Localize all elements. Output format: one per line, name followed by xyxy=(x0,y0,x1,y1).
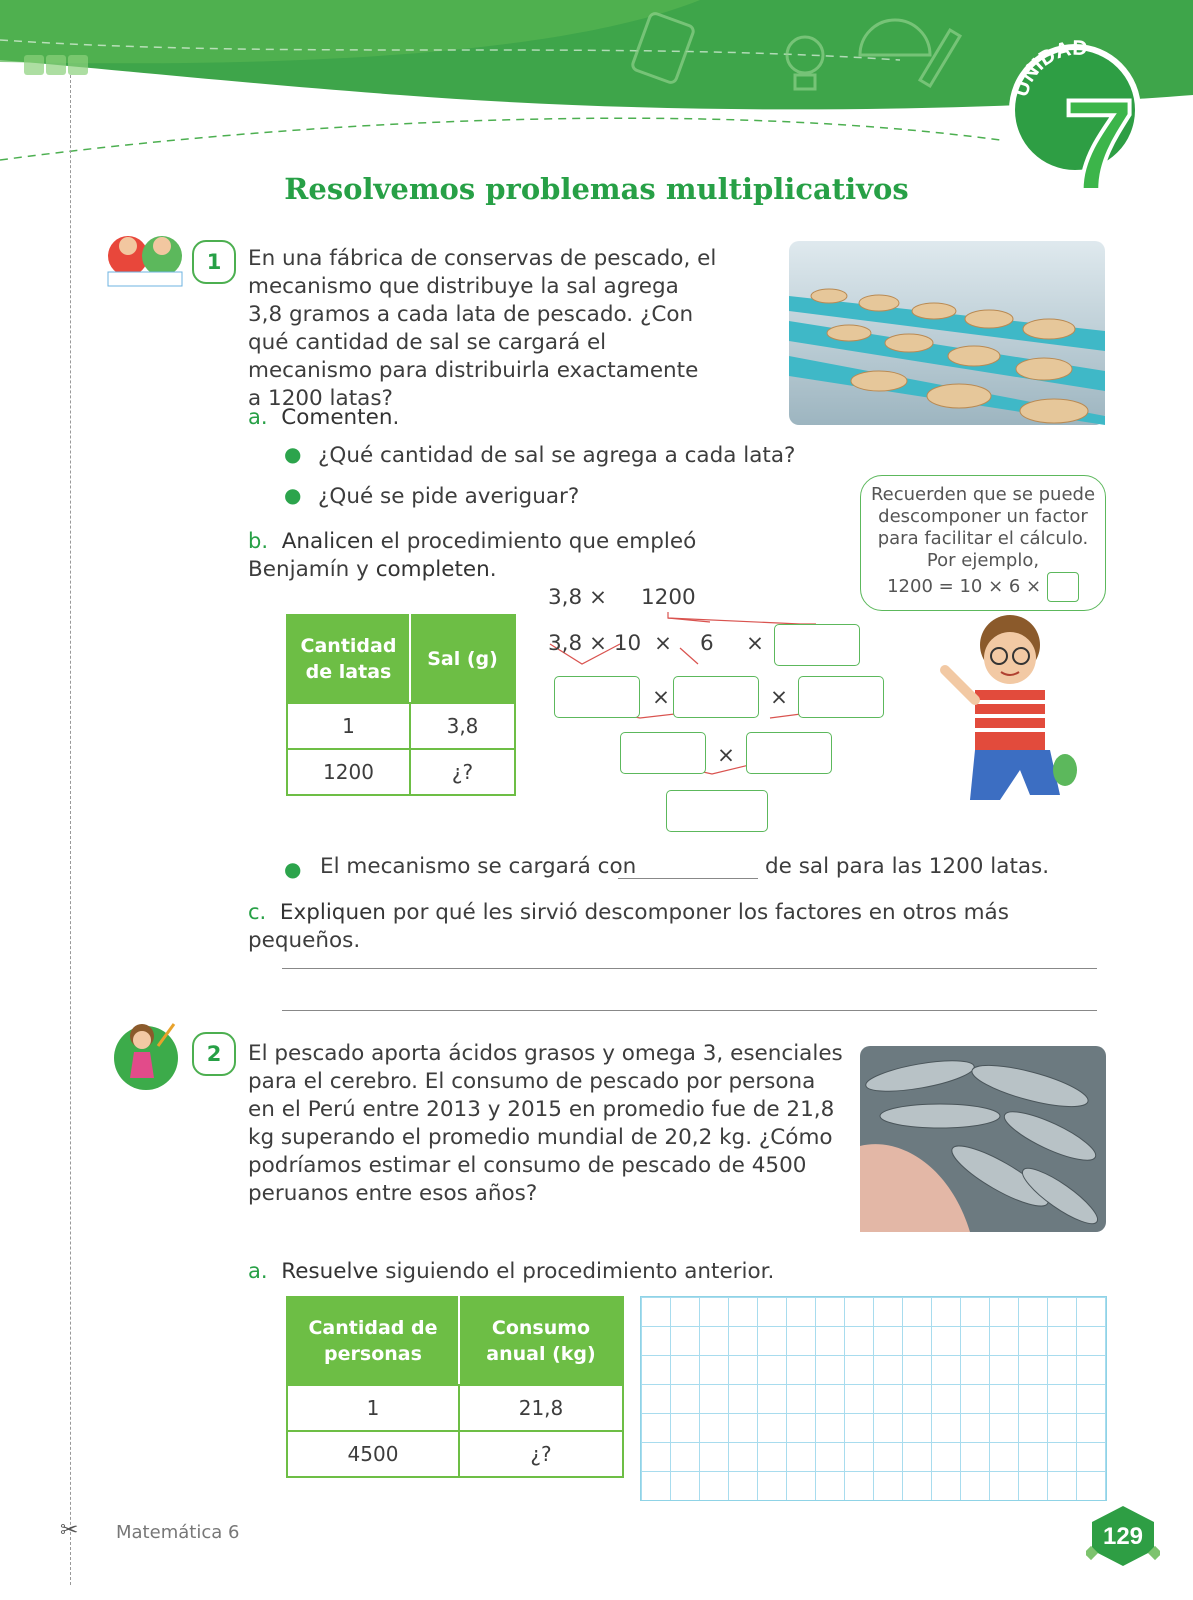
table-cell: 21,8 xyxy=(459,1385,623,1431)
answer-box[interactable] xyxy=(554,676,640,718)
p1-result-pre: El mecanismo se cargará con xyxy=(320,854,637,879)
p1-a-verb: Comenten xyxy=(281,405,393,430)
hint-example: 1200 = 10 × 6 × xyxy=(887,576,1042,597)
table-cell: 4500 xyxy=(287,1431,459,1477)
hint-line: Recuerden que se puede xyxy=(870,484,1096,505)
answer-box[interactable] xyxy=(673,676,759,718)
hint-bubble xyxy=(860,475,1106,611)
tree-times: × xyxy=(652,685,671,710)
tree-factor-a: 3,8 × xyxy=(548,585,608,610)
hint-line: descomponer un factor xyxy=(878,506,1088,527)
p1-a-letter: a. xyxy=(248,405,268,429)
work-grid[interactable] xyxy=(640,1296,1107,1501)
book-name: Matemática 6 xyxy=(116,1522,240,1543)
table-cell: ¿? xyxy=(410,749,515,795)
answer-box[interactable] xyxy=(746,732,832,774)
table-cell: 1 xyxy=(287,1385,459,1431)
table-cell: 3,8 xyxy=(410,703,515,749)
tree-times: × xyxy=(746,631,765,656)
hint-blank-box[interactable] xyxy=(1047,572,1079,602)
salt-table xyxy=(286,614,516,796)
p2-a-line xyxy=(248,1257,774,1286)
p1-result-post: de sal para las 1200 latas. xyxy=(765,854,1050,879)
cut-line xyxy=(70,75,71,1585)
page-title: Resolvemos problemas multiplicativos xyxy=(284,172,909,206)
p1-b-letter: b. xyxy=(248,529,269,553)
problem-1-number: 1 xyxy=(192,240,236,284)
table-cell: 1200 xyxy=(287,749,410,795)
girl-writing-illustration xyxy=(112,1016,182,1092)
result-box[interactable] xyxy=(666,790,768,832)
p1-b-verb2: completen xyxy=(375,557,490,582)
salt-table-header-2: Sal (g) xyxy=(410,615,515,703)
p1-bullet-2: ¿Qué se pide averiguar? xyxy=(318,484,580,509)
p1-b-rest: . xyxy=(489,557,497,582)
bullet-icon: ● xyxy=(284,483,302,507)
page-number-badge xyxy=(1086,1504,1160,1568)
p1-c-rest: por qué les sirvió descomponer los factores en otros más pequeños. xyxy=(248,900,1009,953)
table-cell: 1 xyxy=(287,703,410,749)
problem-2-number: 2 xyxy=(192,1032,236,1076)
p1-b-verb: Analicen xyxy=(281,529,374,554)
tree-factor-b: 1200 xyxy=(641,585,696,610)
salt-table-header-1: Cantidad de latas xyxy=(287,615,410,703)
p1-c-verb: Expliquen xyxy=(279,900,386,925)
answer-box[interactable] xyxy=(620,732,706,774)
fish-table-header-2: Consumo anual (kg) xyxy=(459,1297,623,1385)
result-blank-line[interactable] xyxy=(618,878,758,879)
cannery-photo xyxy=(789,241,1105,425)
problem-2-text: El pescado aporta ácidos grasos y omega 3, esenciales para el cerebro. El consumo de pescado por persona en el Perú entre 2013 y 2015 en promedio fue de 21,8 kg superando el promedio mundial de 20,2 kg. ¿Cómo podríamos estimar el consumo de pescado de 4500 peruanos entre esos años? xyxy=(248,1041,843,1206)
problem-1-text: En una fábrica de conservas de pescado, el mecanismo que distribuye la sal agrega 3,8 gramos a cada lata de pescado. ¿Con qué cantidad de sal se cargará el mecanismo para distribuirla exactamente a 1200 latas? xyxy=(248,246,717,411)
answer-box[interactable] xyxy=(774,624,860,666)
fish-photo xyxy=(860,1046,1106,1232)
page-number: 129 xyxy=(1102,1523,1144,1550)
bullet-icon: ● xyxy=(284,857,302,881)
tree-times: × xyxy=(654,631,673,656)
p1-b-mid: el procedimiento que empleó Benjamín y xyxy=(248,529,697,582)
p1-c-letter: c. xyxy=(248,900,267,924)
p1-a-rest: . xyxy=(392,405,400,430)
tree-times: × xyxy=(717,743,736,768)
p1-b-line xyxy=(248,527,788,584)
scissors-icon: ✂ xyxy=(60,1518,79,1543)
unit-number: 7 xyxy=(1063,72,1136,210)
answer-line[interactable] xyxy=(282,1010,1097,1011)
p1-bullet-1: ¿Qué cantidad de sal se agrega a cada lata? xyxy=(318,443,796,468)
benjamin-illustration xyxy=(935,610,1085,815)
p1-c-line xyxy=(248,898,1108,955)
hint-line: para facilitar el cálculo. xyxy=(877,528,1089,549)
p2-a-rest: siguiendo el procedimiento anterior. xyxy=(378,1259,775,1284)
answer-box[interactable] xyxy=(798,676,884,718)
table-cell: ¿? xyxy=(459,1431,623,1477)
children-reading-illustration xyxy=(104,228,186,292)
tree-row2-a: 3,8 × 10 xyxy=(548,631,642,656)
tree-row2-b: 6 xyxy=(700,631,714,656)
answer-line[interactable] xyxy=(282,968,1097,969)
hint-line: Por ejemplo, xyxy=(926,550,1040,571)
hint-line xyxy=(861,572,1105,602)
fish-table-header-1: Cantidad de personas xyxy=(287,1297,459,1385)
p2-a-letter: a. xyxy=(248,1259,268,1283)
tree-times: × xyxy=(770,685,789,710)
unit-label: UNIDAD xyxy=(1009,40,1088,100)
p1-a-line xyxy=(248,403,399,432)
fish-table xyxy=(286,1296,624,1478)
bullet-icon: ● xyxy=(284,442,302,466)
p2-a-verb: Resuelve xyxy=(281,1259,379,1284)
